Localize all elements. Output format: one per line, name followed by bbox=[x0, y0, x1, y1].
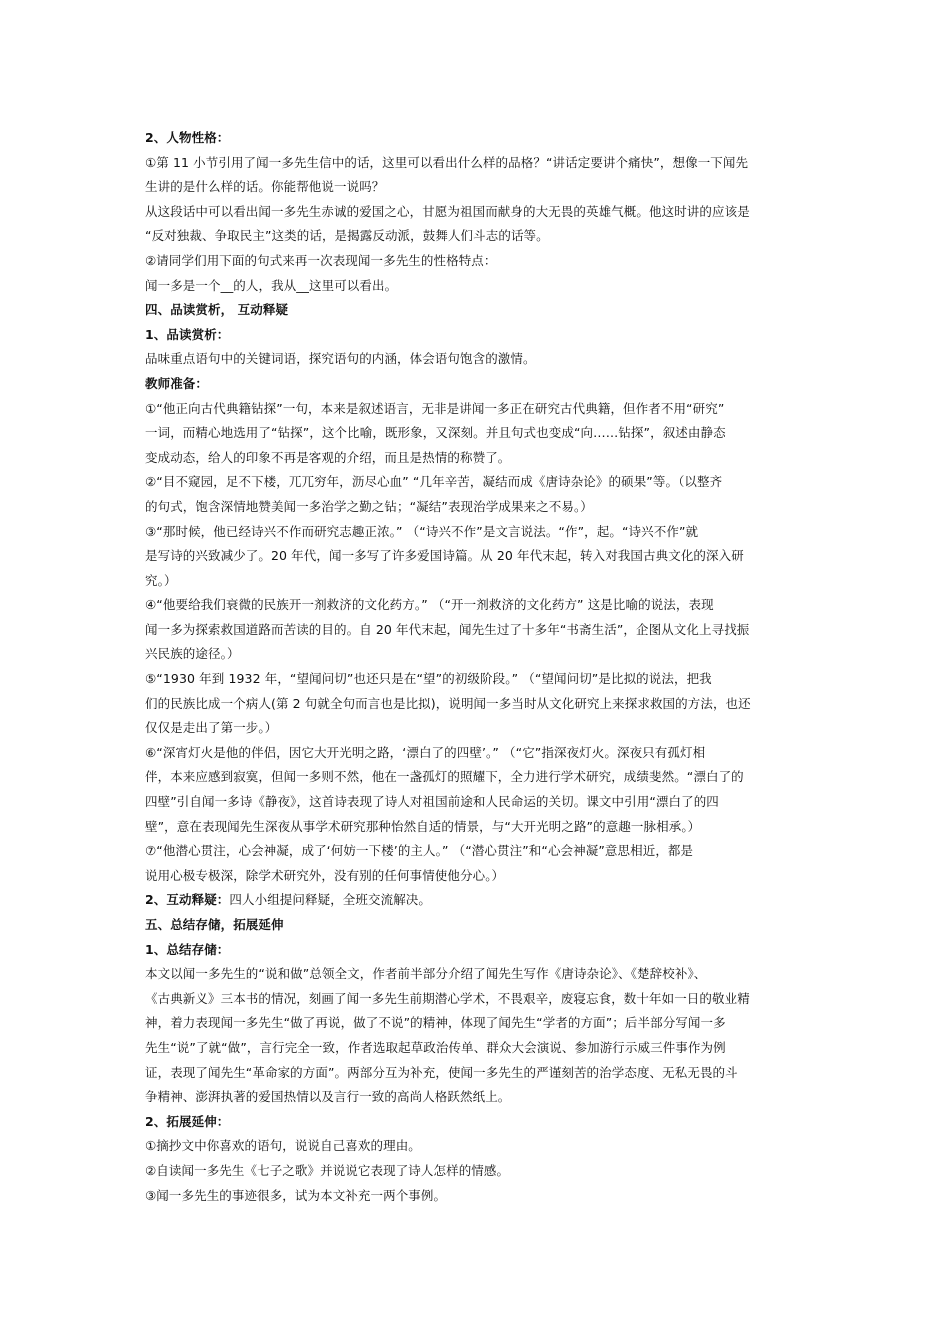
inline-heading: 2、互动释疑： bbox=[145, 892, 230, 908]
text-line: 神，着力表现闻一多先生“做了再说，做了不说”的精神，体现了闻先生“学者的方面”；后半部分写闻一多 bbox=[145, 1015, 726, 1031]
text-line: ②请同学们用下面的句式来再一次表现闻一多先生的性格特点： bbox=[145, 252, 497, 268]
text-line: ④“他要给我们衰微的民族开一剂救济的文化药方。” （“开一剂救济的文化药方” 这是比喻的说法，表现 bbox=[145, 597, 714, 613]
text-line: 闻一多为探索救国道路而苦读的目的。自 20 年代末起，闻先生过了十多年“书斋生活”，企图从文化上寻找振 bbox=[145, 621, 750, 637]
text-line: 闻一多是一个__的人，我从__这里可以看出。 bbox=[145, 277, 398, 293]
text-line: “反对独裁、争取民主”这类的话，是揭露反动派，鼓舞人们斗志的话等。 bbox=[145, 228, 549, 244]
text-line: 伴，本来应感到寂寞，但闻一多则不然，他在一盏孤灯的照耀下，全力进行学术研究，成绩斐然。“漂白了的 bbox=[145, 769, 744, 785]
section-heading: 四、品读赏析， 互动释疑 bbox=[145, 302, 289, 318]
text-line: ②“目不窥园，足不下楼，兀兀穷年，沥尽心血” “几年辛苦，凝结而成《唐诗杂论》的硕果”等。（以整齐 bbox=[145, 474, 723, 490]
text-line: 四壁”引自闻一多诗《静夜》，这首诗表现了诗人对祖国前途和人民命运的关切。课文中引用“漂白了的四 bbox=[145, 794, 719, 810]
section-heading: 教师准备： bbox=[145, 375, 209, 391]
text-line: ⑥“深宵灯火是他的伴侣，因它大开光明之路，‘漂白了的四壁’。” （“它”指深夜灯火。深夜只有孤灯相 bbox=[145, 744, 706, 760]
text-line: ③“那时候，他已经诗兴不作而研究志趣正浓。” （“诗兴不作”是文言说法。“作”，起。“诗兴不作”就 bbox=[145, 523, 699, 539]
section-heading: 2、人物性格： bbox=[145, 130, 230, 145]
text-line: ①“他正向古代典籍钻探”一句，本来是叙述语言，无非是讲闻一多正在研究古代典籍，但作者不用“研究” bbox=[145, 400, 725, 416]
section-heading: 1、总结存储： bbox=[145, 941, 230, 957]
document-page bbox=[145, 126, 805, 1208]
text-line: 的句式，饱含深情地赞美闻一多治学之勤之钻；“凝结”表现治学成果来之不易。） bbox=[145, 498, 593, 514]
text-line: 说用心极专极深，除学术研究外，没有别的任何事情使他分心。） bbox=[145, 867, 505, 883]
section-heading: 五、总结存储，拓展延伸 bbox=[145, 917, 284, 932]
text-line: ①第 11 小节引用了闻一多先生信中的话，这里可以看出什么样的品格？“讲话定要讲个痛快”，想像一下闻先 bbox=[145, 154, 749, 170]
text-line: ①摘抄文中你喜欢的语句，说说自己喜欢的理由。 bbox=[145, 1138, 421, 1154]
text-line: ②自读闻一多先生《七子之歌》并说说它表现了诗人怎样的情感。 bbox=[145, 1162, 510, 1178]
text-line: 壁”，意在表现闻先生深夜从事学术研究那种怡然自适的情景，与“大开光明之路”的意趣一脉相承。） bbox=[145, 818, 701, 834]
text-line: 从这段话中可以看出闻一多先生赤诚的爱国之心，甘愿为祖国而献身的大无畏的英雄气概。他这时讲的应该是 bbox=[145, 203, 750, 219]
text-line: 生讲的是什么样的话。你能帮他说一说吗？ bbox=[145, 179, 385, 195]
text-line: 是写诗的兴致减少了。20 年代，闻一多写了许多爱国诗篇。从 20 年代末起，转入对我国古典文化的深入研 bbox=[145, 548, 744, 564]
text-line: 变成动态，给人的印象不再是客观的介绍，而且是热情的称赞了。 bbox=[145, 449, 511, 465]
text-line: 究。） bbox=[145, 572, 177, 588]
text-line: 兴民族的途径。） bbox=[145, 646, 240, 662]
text-line: 一词，而精心地选用了“钻探”，这个比喻，既形象，又深刻。并且句式也变成“向……钻探”，叙述由静态 bbox=[145, 425, 726, 441]
text-line: ⑦“他潜心贯注，心会神凝，成了‘何妨一下楼’的主人。” （“潜心贯注”和“心会神凝”意思相近，都是 bbox=[145, 843, 694, 859]
text-line: 《古典新义》三本书的情况，刻画了闻一多先生前期潜心学术，不畏艰辛，废寝忘食，数十年如一日的敬业精 bbox=[145, 990, 750, 1006]
section-heading: 1、品读赏析： bbox=[145, 326, 230, 342]
text-line: 仅仅是走出了第一步。） bbox=[145, 720, 278, 736]
text-line: 先生“说”了就“做”，言行完全一致，作者选取起草政治传单、群众大会演说、参加游行示威三件事作为例 bbox=[145, 1039, 726, 1055]
text-line: ③闻一多先生的事迹很多，试为本文补充一两个事例。 bbox=[145, 1187, 447, 1203]
inline-text: 四人小组提问释疑，全班交流解决。 bbox=[229, 892, 432, 908]
section-heading: 2、拓展延伸： bbox=[145, 1113, 230, 1129]
text-line: 本文以闻一多先生的“说和做”总领全文，作者前半部分介绍了闻先生写作《唐诗杂论》、《楚辞校补》、 bbox=[145, 966, 707, 982]
text-line: 证，表现了闻先生“革命家的方面”。两部分互为补充，使闻一多先生的严谨刻苦的治学态度、无私无畏的斗 bbox=[145, 1064, 738, 1080]
text-line: ⑤“1930 年到 1932 年，“望闻问切”也还只是在“望”的初级阶段。” （“望闻问切”是比拟的说法，把我 bbox=[145, 671, 712, 687]
text-line bbox=[145, 888, 805, 913]
text-line: 争精神、澎湃执著的爱国热情以及言行一致的高尚人格跃然纸上。 bbox=[145, 1089, 511, 1105]
text-line: 品味重点语句中的关键词语，探究语句的内涵，体会语句饱含的激情。 bbox=[145, 351, 536, 367]
text-line: 们的民族比成一个病人(第 2 句就全句而言也是比拟)，说明闻一多当时从文化研究上来探求救国的方法，也还 bbox=[145, 695, 751, 711]
